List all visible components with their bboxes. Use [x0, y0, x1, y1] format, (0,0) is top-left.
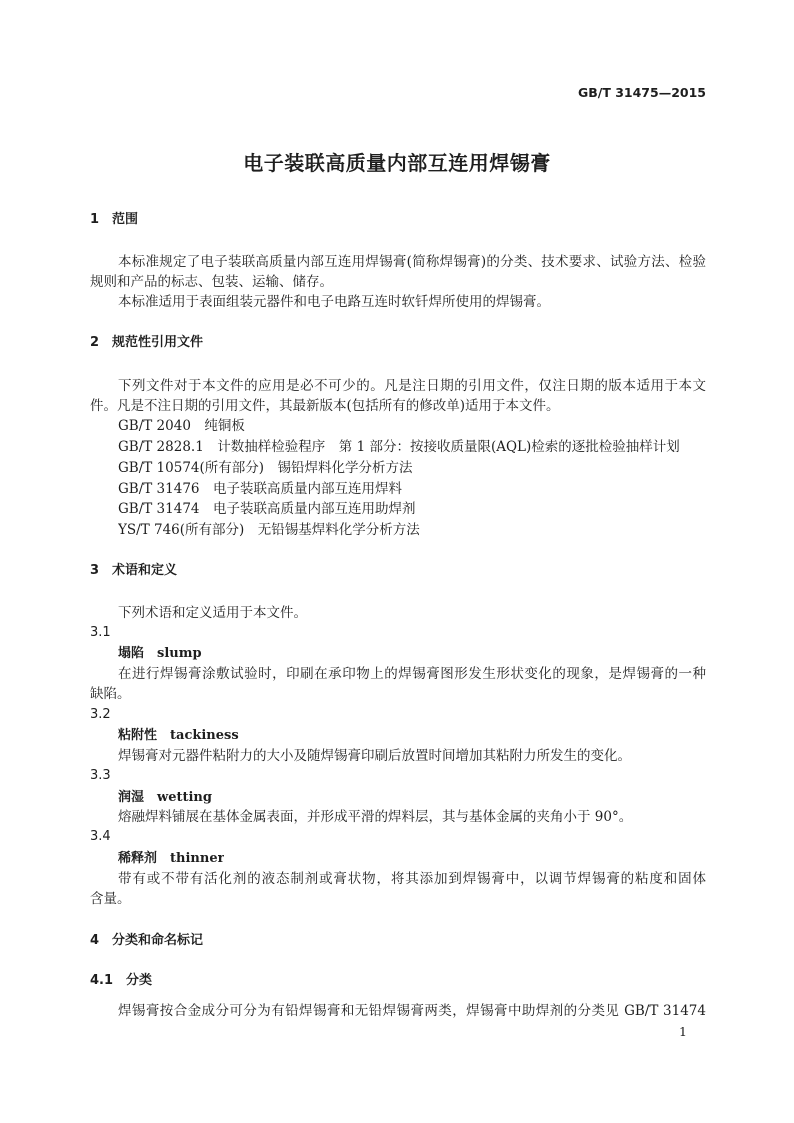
reference-item: GB/T 31474 电子装联高质量内部互连用助焊剂: [118, 501, 416, 517]
reference-item: GB/T 10574(所有部分) 锡铅焊料化学分析方法: [118, 460, 413, 476]
term-english: tackiness: [170, 728, 239, 743]
term-chinese: 稀释剂: [118, 851, 158, 866]
section-4-1-heading: 4.1 分类: [90, 973, 153, 988]
term-definition-line-2: 缺陷。: [90, 686, 131, 702]
section-3-heading: 3 术语和定义: [90, 563, 178, 578]
term-definition: 焊锡膏对元器件粘附力的大小及随焊锡膏印刷后放置时间增加其粘附力所发生的变化。: [118, 748, 631, 764]
term-chinese: 润湿: [118, 790, 145, 805]
term-definition-line-2: 含量。: [90, 891, 131, 907]
term-chinese: 粘附性: [118, 728, 158, 743]
reference-item: GB/T 31476 电子装联高质量内部互连用焊料: [118, 481, 402, 497]
term-number: 3.2: [90, 707, 111, 722]
term-chinese: 塌陷: [118, 646, 145, 661]
reference-item: GB/T 2828.1 计数抽样检验程序 第 1 部分：按接收质量限(AQL)检索的逐批检验抽样计划: [118, 439, 680, 455]
classification-paragraph-line-1: 焊锡膏按合金成分可分为有铅焊锡膏和无铅焊锡膏两类，焊锡膏中助焊剂的分类见 GB/T 31474: [118, 1003, 706, 1019]
term-heading: [118, 787, 212, 807]
section-2-heading: 2 规范性引用文件: [90, 335, 204, 350]
references-intro-line-2: 件。凡是不注日期的引用文件，其最新版本(包括所有的修改单)适用于本文件。: [90, 398, 560, 414]
term-definition-line-1: 带有或不带有活化剂的液态制剂或膏状物，将其添加到焊锡膏中，以调节焊锡膏的粘度和固体: [118, 871, 706, 887]
reference-item: YS/T 746(所有部分) 无铅锡基焊料化学分析方法: [118, 522, 420, 538]
term-heading: [118, 643, 202, 663]
term-number: 3.1: [90, 625, 111, 640]
scope-paragraph-2: 本标准适用于表面组装元器件和电子电路互连时软钎焊所使用的焊锡膏。: [118, 294, 550, 310]
section-1-heading: 1 范围: [90, 212, 139, 227]
term-english: thinner: [170, 851, 225, 866]
scope-paragraph-1-line-1: 本标准规定了电子装联高质量内部互连用焊锡膏(简称焊锡膏)的分类、技术要求、试验方法、检验: [118, 254, 706, 270]
section-4-heading: 4 分类和命名标记: [90, 933, 204, 948]
term-definition: 熔融焊料铺展在基体金属表面，并形成平滑的焊料层，其与基体金属的夹角小于 90°。: [118, 809, 633, 825]
scope-paragraph-1-line-2: 规则和产品的标志、包装、运输、储存。: [90, 274, 333, 290]
term-number: 3.4: [90, 829, 111, 844]
term-english: wetting: [157, 790, 212, 805]
term-heading: [118, 848, 224, 868]
term-number: 3.3: [90, 768, 111, 783]
page-number: 1: [679, 1024, 687, 1039]
standard-number: GB/T 31475—2015: [577, 85, 706, 100]
terms-intro: 下列术语和定义适用于本文件。: [118, 605, 307, 621]
term-english: slump: [157, 646, 202, 661]
reference-item: GB/T 2040 纯铜板: [118, 418, 245, 434]
references-intro-line-1: 下列文件对于本文件的应用是必不可少的。凡是注日期的引用文件，仅注日期的版本适用于本文: [118, 378, 706, 394]
document-title: 电子装联高质量内部互连用焊锡膏: [243, 151, 551, 175]
term-definition-line-1: 在进行焊锡膏涂敷试验时，印刷在承印物上的焊锡膏图形发生形状变化的现象，是焊锡膏的一种: [118, 666, 706, 682]
term-heading: [118, 725, 239, 745]
